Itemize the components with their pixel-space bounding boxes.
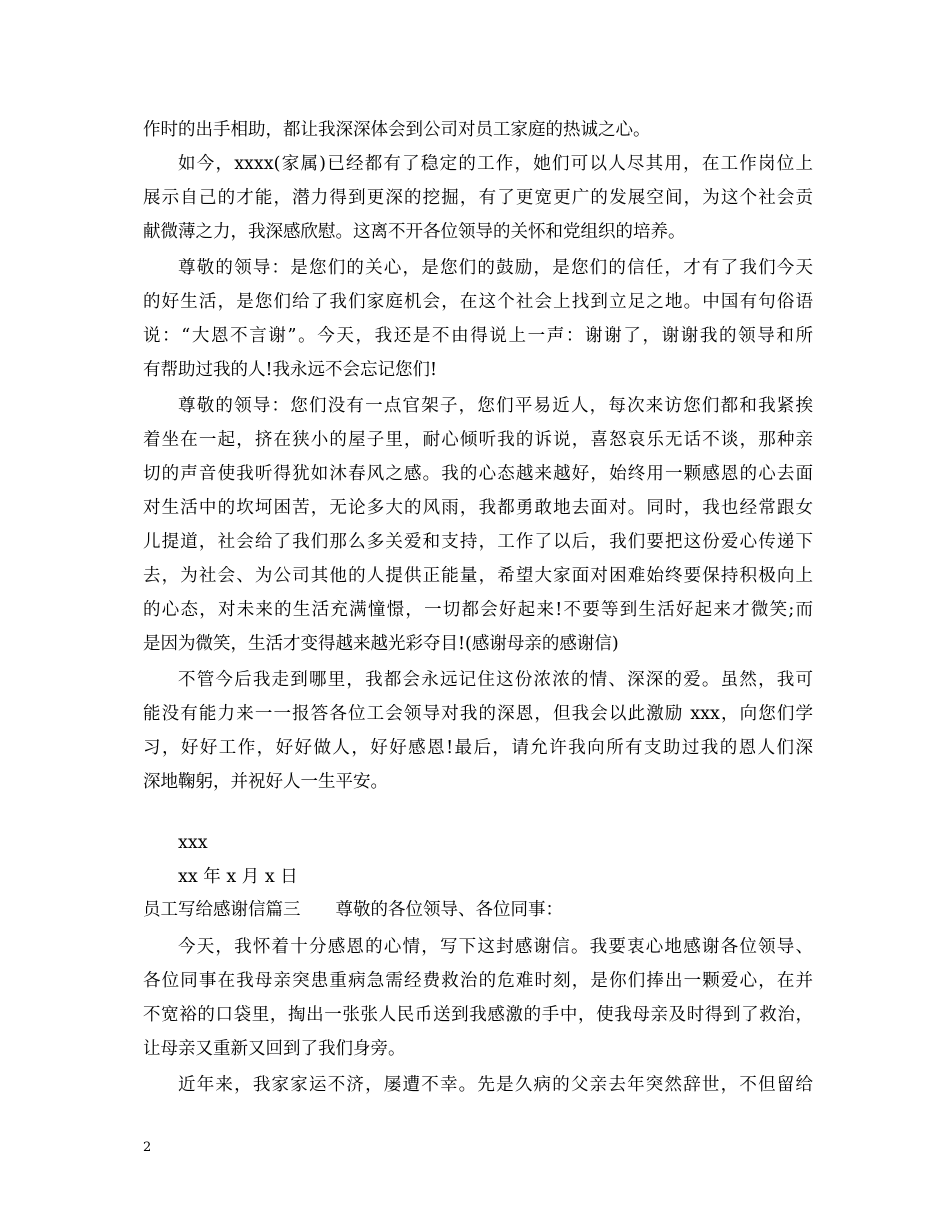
text-line: 的心态，对未来的生活充满憧憬，一切都会好起来!不要等到生活好起来才微笑;而 [143, 600, 813, 620]
text-line: 切的声音使我听得犹如沐春风之感。我的心态越来越好，始终用一颗感恩的心去面 [143, 464, 813, 484]
text-line: 深地鞠躬，并祝好人一生平安。 [143, 772, 388, 792]
text-line: 尊敬的领导：您们没有一点官架子，您们平易近人，每次来访您们都和我紧挨 [178, 396, 813, 416]
text-line: 是因为微笑，生活才变得越来越光彩夺目!(感谢母亲的感谢信) [143, 634, 619, 654]
text-line: 着坐在一起，挤在狭小的屋子里，耐心倾听我的诉说，喜怒哀乐无话不谈，那种亲 [143, 430, 813, 450]
text-line: 献微薄之力，我深感欣慰。这离不开各位领导的关怀和党组织的培养。 [143, 222, 686, 242]
text-line: 能没有能力来一一报答各位工会领导对我的深恩，但我会以此激励 xxx，向您们学 [143, 704, 813, 724]
text-line: 去，为社会、为公司其他的人提供正能量，希望大家面对困难始终要保持积极向上 [143, 566, 813, 586]
page-number: 2 [143, 1140, 152, 1155]
text-line: 近年来，我家家运不济，屡遭不幸。先是久病的父亲去年突然辞世，不但留给 [178, 1075, 813, 1095]
text-line: 说：“大恩不言谢”。今天，我还是不由得说上一声：谢谢了，谢谢我的领导和所 [143, 326, 813, 346]
signature-date: xx 年 x 月 x 日 [178, 867, 298, 887]
text-line: 尊敬的领导：是您们的关心，是您们的鼓励，是您们的信任，才有了我们今天 [178, 258, 813, 278]
text-line: 今天，我怀着十分感恩的心情，写下这封感谢信。我要衷心地感谢各位领导、 [178, 937, 813, 957]
text-line: 展示自己的才能，潜力得到更深的挖掘，有了更宽更广的发展空间，为这个社会贡 [143, 188, 813, 208]
text-line: 不管今后我走到哪里，我都会永远记住这份浓浓的情、深深的爱。虽然，我可 [178, 670, 813, 690]
text-line: 儿提道，社会给了我们那么多关爱和支持，工作了以后，我们要把这份爱心传递下 [143, 532, 813, 552]
text-line: 的好生活，是您们给了我们家庭机会，在这个社会上找到立足之地。中国有句俗语 [143, 292, 813, 312]
text-line: 对生活中的坎坷困苦，无论多大的风雨，我都勇敢地去面对。同时，我也经常跟女 [143, 498, 813, 518]
text-line: 让母亲又重新又回到了我们身旁。 [143, 1039, 406, 1059]
section-heading: 员工写给感谢信篇三 尊敬的各位领导、各位同事： [143, 900, 563, 920]
text-line: 如今，xxxx(家属)已经都有了稳定的工作，她们可以人尽其用，在工作岗位上 [178, 154, 813, 174]
text-line: 习，好好工作，好好做人，好好感恩!最后，请允许我向所有支助过我的恩人们深 [143, 738, 813, 758]
text-line: 作时的出手相助，都让我深深体会到公司对员工家庭的热诚之心。 [143, 120, 651, 140]
text-line: 各位同事在我母亲突患重病急需经费救治的危难时刻，是你们捧出一颗爱心，在并 [143, 971, 813, 991]
text-line: 有帮助过我的人!我永远不会忘记您们! [143, 360, 438, 380]
text-line: 不宽裕的口袋里，掏出一张张人民币送到我感激的手中，使我母亲及时得到了救治， [143, 1005, 813, 1025]
signature-name: xxx [178, 833, 208, 853]
